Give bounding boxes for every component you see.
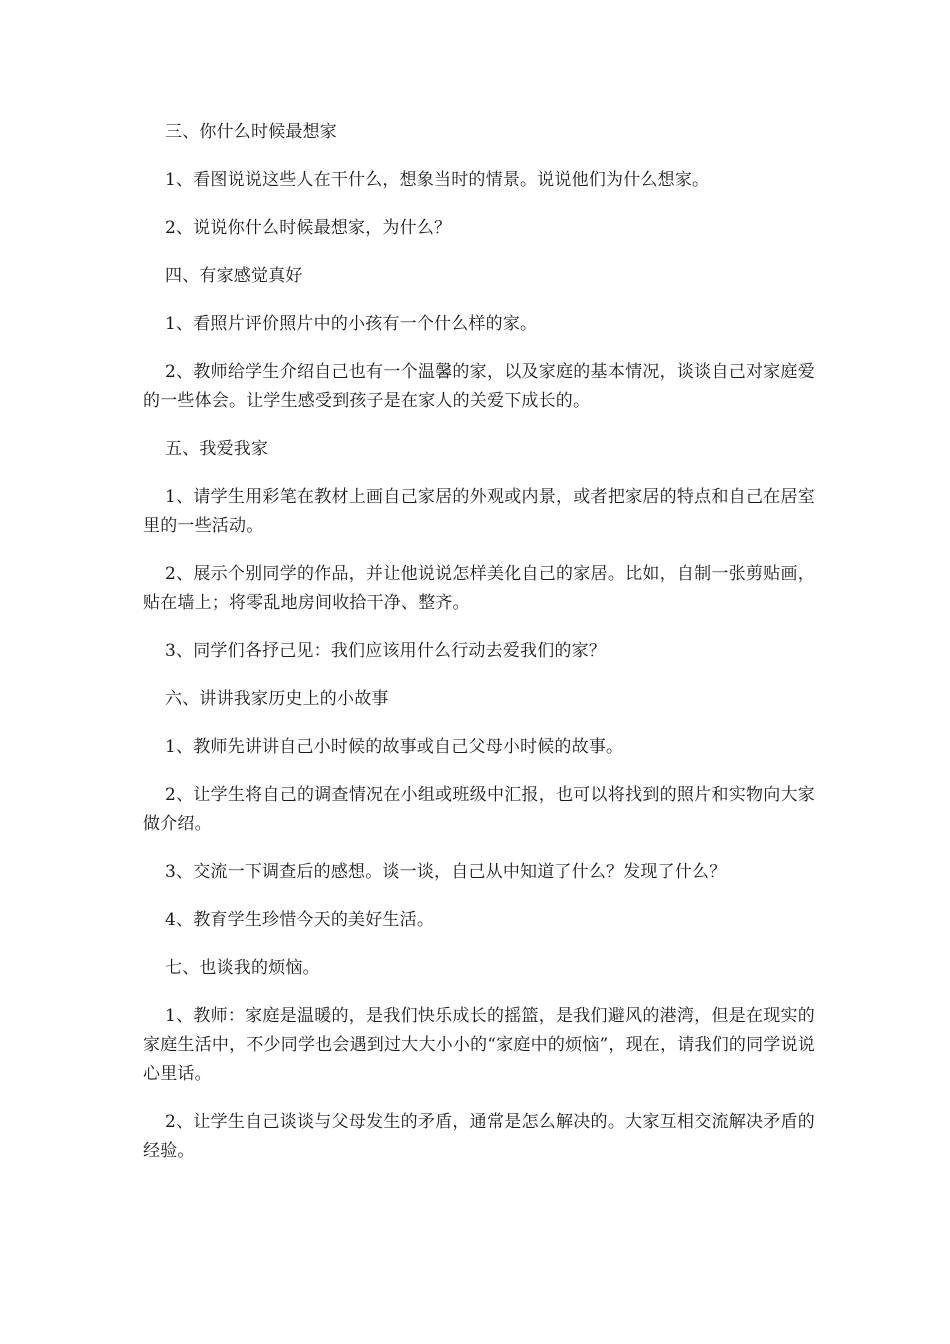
list-item: 2、教师给学生介绍自己也有一个温馨的家，以及家庭的基本情况，谈谈自己对家庭爱的一些体会。让学生感受到孩子是在家人的关爱下成长的。 bbox=[143, 362, 815, 411]
heading-section-3: 三、你什么时候最想家 bbox=[165, 122, 337, 142]
list-item: 2、说说你什么时候最想家，为什么？ bbox=[165, 218, 452, 238]
list-item: 1、看图说说这些人在干什么，想象当时的情景。说说他们为什么想家。 bbox=[165, 170, 710, 190]
list-item: 3、交流一下调查后的感想。谈一谈，自己从中知道了什么？发现了什么？ bbox=[165, 862, 727, 882]
list-item: 2、让学生将自己的调查情况在小组或班级中汇报，也可以将找到的照片和实物向大家做介绍。 bbox=[143, 785, 815, 834]
list-item: 2、让学生自己谈谈与父母发生的矛盾，通常是怎么解决的。大家互相交流解决矛盾的经验。 bbox=[143, 1112, 815, 1161]
list-item: 1、请学生用彩笔在教材上画自己家居的外观或内景，或者把家居的特点和自己在居室里的一些活动。 bbox=[143, 487, 815, 536]
list-item: 1、看照片评价照片中的小孩有一个什么样的家。 bbox=[165, 314, 538, 334]
list-item: 2、展示个别同学的作品，并让他说说怎样美化自己的家居。比如，自制一张剪贴画，贴在墙上；将零乱地房间收拾干净、整齐。 bbox=[143, 564, 815, 613]
heading-section-7: 七、也谈我的烦恼。 bbox=[165, 958, 320, 978]
document-page bbox=[143, 118, 815, 1185]
list-item: 1、教师先讲讲自己小时候的故事或自己父母小时候的故事。 bbox=[165, 737, 624, 757]
heading-section-6: 六、讲讲我家历史上的小故事 bbox=[165, 689, 389, 709]
list-item: 4、教育学生珍惜今天的美好生活。 bbox=[165, 910, 435, 930]
heading-section-4: 四、有家感觉真好 bbox=[165, 266, 303, 286]
list-item: 1、教师：家庭是温暖的，是我们快乐成长的摇篮，是我们避风的港湾，但是在现实的家庭生活中，不少同学也会遇到过大大小小的“家庭中的烦恼”，现在，请我们的同学说说心里话。 bbox=[143, 1006, 815, 1084]
heading-section-5: 五、我爱我家 bbox=[165, 439, 269, 459]
list-item: 3、同学们各抒己见：我们应该用什么行动去爱我们的家？ bbox=[165, 641, 607, 661]
